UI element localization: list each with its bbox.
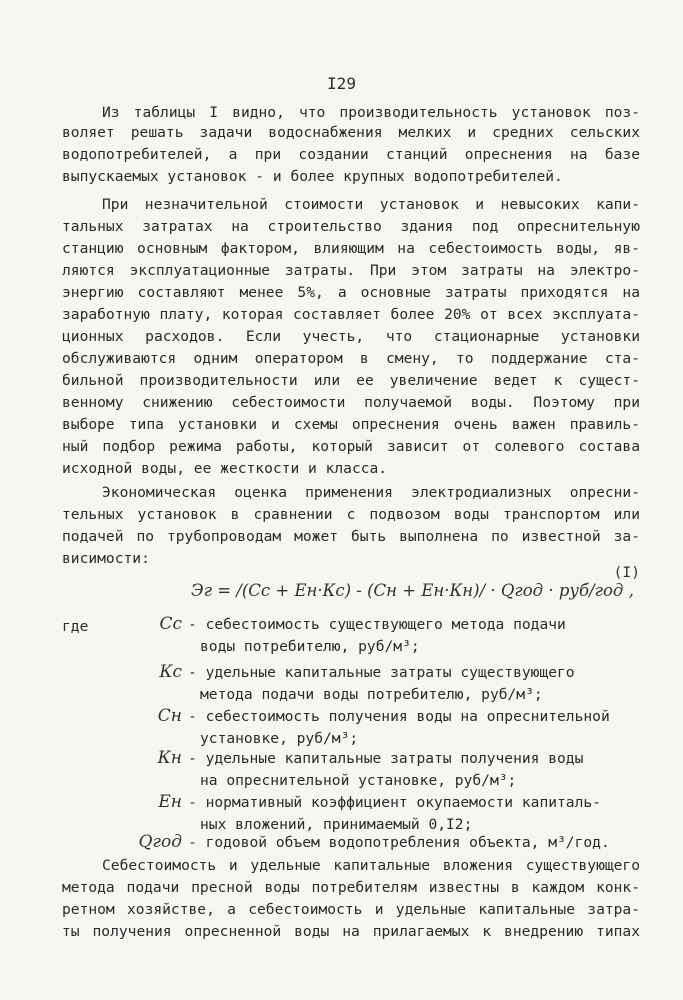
- text-line: выпускаемых установок - и более крупных водопотребителей.: [62, 168, 563, 185]
- text-line: ционных расходов. Если учесть, что стационарные установки: [62, 328, 640, 345]
- text-line: Из таблицы I видно, что производительность установок поз-: [102, 104, 640, 121]
- definition-text: - себестоимость получения воды на опреснительной: [188, 708, 610, 725]
- text-line: ный подбор режима работы, который зависит от солевого состава: [62, 438, 640, 455]
- definition-symbol: Сс: [159, 614, 182, 634]
- definition-symbol: Qгод: [138, 832, 182, 852]
- text-line: При незначительной стоимости установок и невысоких капи-: [102, 196, 640, 213]
- text-line: выборе типа установки и схемы опреснения очень важен правиль-: [62, 416, 640, 433]
- text-line: ты получения опресненной воды на прилагаемых к внедрению типах: [62, 923, 640, 940]
- definition-symbol: Кс: [159, 662, 182, 682]
- text-line: заработную плату, которая составляет более 20% от всех эксплуата-: [62, 306, 640, 323]
- text-line: венному снижению себестоимости получаемой воды. Поэтому при: [62, 394, 640, 411]
- definition-text: установке, руб/м³;: [200, 730, 359, 747]
- definition-symbol: Ен: [158, 792, 182, 812]
- text-line: тельных установок в сравнении с подвозом воды транспортом или: [62, 506, 640, 523]
- page-number: I29: [327, 74, 356, 93]
- text-line: Экономическая оценка применения электродиализных опресни-: [102, 484, 640, 501]
- text-line: подачей по трубопроводам может быть выполнена по известной за-: [62, 528, 640, 545]
- text-line: ляются эксплуатационные затраты. При этом затраты на электро-: [62, 262, 640, 279]
- formula-number: (I): [613, 564, 640, 581]
- text-line: станцию основным фактором, влияющим на себестоимость воды, яв-: [62, 240, 640, 257]
- definition-text: - удельные капитальные затраты получения воды: [188, 750, 584, 767]
- definition-text: - нормативный коэффициент окупаемости капиталь-: [188, 794, 601, 811]
- text-line: тальных затратах на строительство здания под опреснительную: [62, 218, 640, 235]
- text-line: Себестоимость и удельные капитальные вложения существующего: [102, 857, 640, 874]
- definition-text: - годовой объем водопотребления объекта, м³/год.: [188, 834, 610, 851]
- formula-text: Эг = /(Сс + Ен·Кс) - (Сн + Ен·Кн)/ · Qгод · руб/год ,: [190, 581, 634, 600]
- definition-text: воды потребителю, руб/м³;: [200, 638, 420, 655]
- text-line: исходной воды, ее жесткости и класса.: [62, 460, 388, 477]
- where-label: где: [62, 618, 89, 635]
- definition-text: метода подачи воды потребителю, руб/м³;: [200, 686, 543, 703]
- definition-text: ных вложений, принимаемый 0,I2;: [200, 816, 473, 833]
- text-line: бильной производительности или ее увеличение ведет к сущест-: [62, 372, 640, 389]
- text-line: воляет решать задачи водоснабжения мелких и средних сельских: [62, 124, 640, 141]
- text-line: висимости:: [62, 550, 150, 567]
- definition-text: - удельные капитальные затраты существующего: [188, 664, 575, 681]
- text-line: метода подачи пресной воды потребителям известны в каждом конк-: [62, 879, 640, 896]
- text-line: ретном хозяйстве, а себестоимость и удельные капитальные затра-: [62, 901, 640, 918]
- definition-symbol: Сн: [157, 706, 182, 726]
- text-line: энергию составляют менее 5%, а основные затраты приходятся на: [62, 284, 640, 301]
- definition-text: на опреснительной установке, руб/м³;: [200, 772, 517, 789]
- text-line: водопотребителей, а при создании станций опреснения на базе: [62, 146, 640, 163]
- definition-text: - себестоимость существующего метода подачи: [188, 616, 566, 633]
- definition-symbol: Кн: [157, 748, 182, 768]
- text-line: обслуживаются одним оператором в смену, то поддержание ста-: [62, 350, 640, 367]
